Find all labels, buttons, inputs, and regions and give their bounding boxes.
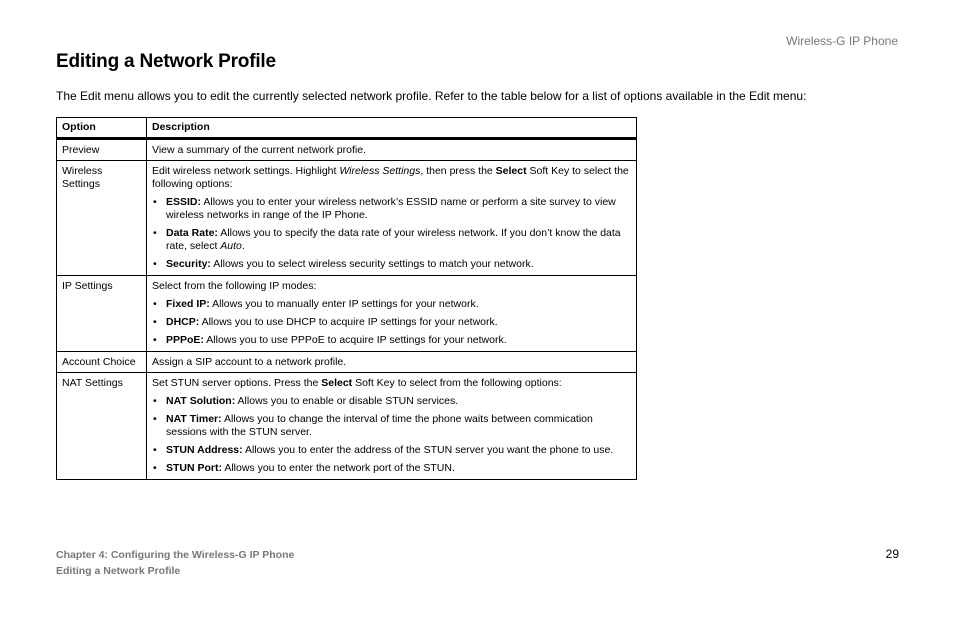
- page-number: 29: [885, 547, 899, 561]
- bullet-icon: •: [153, 298, 157, 310]
- list-item: • STUN Address: Allows you to enter the address of the STUN server you want the phone to use.: [153, 444, 614, 456]
- table-header-row: [57, 118, 637, 139]
- description-cell: [147, 373, 637, 480]
- bullet-icon: •: [153, 196, 157, 208]
- description-cell: [147, 352, 637, 373]
- intro-paragraph: The Edit menu allows you to edit the currently selected network profile. Refer to the table below for a list of options available in the Edit menu:: [56, 89, 807, 103]
- table-row: [57, 139, 637, 161]
- option-cell: Account Choice: [57, 352, 147, 373]
- option-list: [152, 196, 631, 271]
- list-item: • DHCP: Allows you to use DHCP to acquire IP settings for your network.: [153, 316, 498, 328]
- description-cell: [147, 139, 637, 161]
- footer-chapter: Chapter 4: Configuring the Wireless-G IP Phone: [56, 549, 295, 561]
- bullet-icon: •: [153, 316, 157, 328]
- list-item: • NAT Timer: Allows you to change the interval of time the phone waits between commication sessions with the STUN server.: [153, 413, 593, 438]
- description-text: Select from the following IP modes:: [152, 280, 317, 292]
- bullet-icon: •: [153, 413, 157, 425]
- description-cell: [147, 276, 637, 352]
- list-item: • NAT Solution: Allows you to enable or disable STUN services.: [153, 395, 459, 407]
- list-item: • Security: Allows you to select wireless security settings to match your network.: [153, 258, 534, 270]
- bullet-icon: •: [153, 334, 157, 346]
- table-row: [57, 161, 637, 276]
- page-footer: [56, 547, 294, 579]
- table-row: [57, 373, 637, 480]
- option-cell: Wireless Settings: [57, 161, 147, 276]
- list-item: • ESSID: Allows you to enter your wireless network’s ESSID name or perform a site survey to view wireless networks in range of the IP Phone.: [153, 196, 616, 221]
- product-name: Wireless-G IP Phone: [786, 34, 898, 48]
- list-item: • Data Rate: Allows you to specify the data rate of your wireless network. If you don’t know the data rate, select Auto.: [153, 227, 621, 252]
- table-row: [57, 352, 637, 373]
- option-cell: NAT Settings: [57, 373, 147, 480]
- description-cell: [147, 161, 637, 276]
- page-title: Editing a Network Profile: [56, 51, 276, 72]
- description-text: View a summary of the current network profie.: [152, 144, 366, 156]
- bullet-icon: •: [153, 395, 157, 407]
- bullet-icon: •: [153, 227, 157, 239]
- list-item: • Fixed IP: Allows you to manually enter IP settings for your network.: [153, 298, 479, 310]
- table-row: [57, 276, 637, 352]
- bullet-icon: •: [153, 462, 157, 474]
- option-list: [152, 298, 631, 347]
- description-text: Assign a SIP account to a network profile.: [152, 356, 347, 368]
- footer-section: Editing a Network Profile: [56, 565, 181, 577]
- column-header-option: Option: [57, 118, 147, 139]
- list-item: • STUN Port: Allows you to enter the network port of the STUN.: [153, 462, 455, 474]
- description-text: Edit wireless network settings. Highlight Wireless Settings, then press the Select Soft Key to select the following options:: [152, 165, 629, 190]
- option-cell: IP Settings: [57, 276, 147, 352]
- list-item: • PPPoE: Allows you to use PPPoE to acquire IP settings for your network.: [153, 334, 507, 346]
- bullet-icon: •: [153, 444, 157, 456]
- option-list: [152, 395, 631, 475]
- edit-options-table: [56, 117, 637, 480]
- bullet-icon: •: [153, 258, 157, 270]
- description-text: Set STUN server options. Press the Select Soft Key to select from the following options:: [152, 377, 562, 389]
- column-header-description: Description: [147, 118, 637, 139]
- option-cell: Preview: [57, 139, 147, 161]
